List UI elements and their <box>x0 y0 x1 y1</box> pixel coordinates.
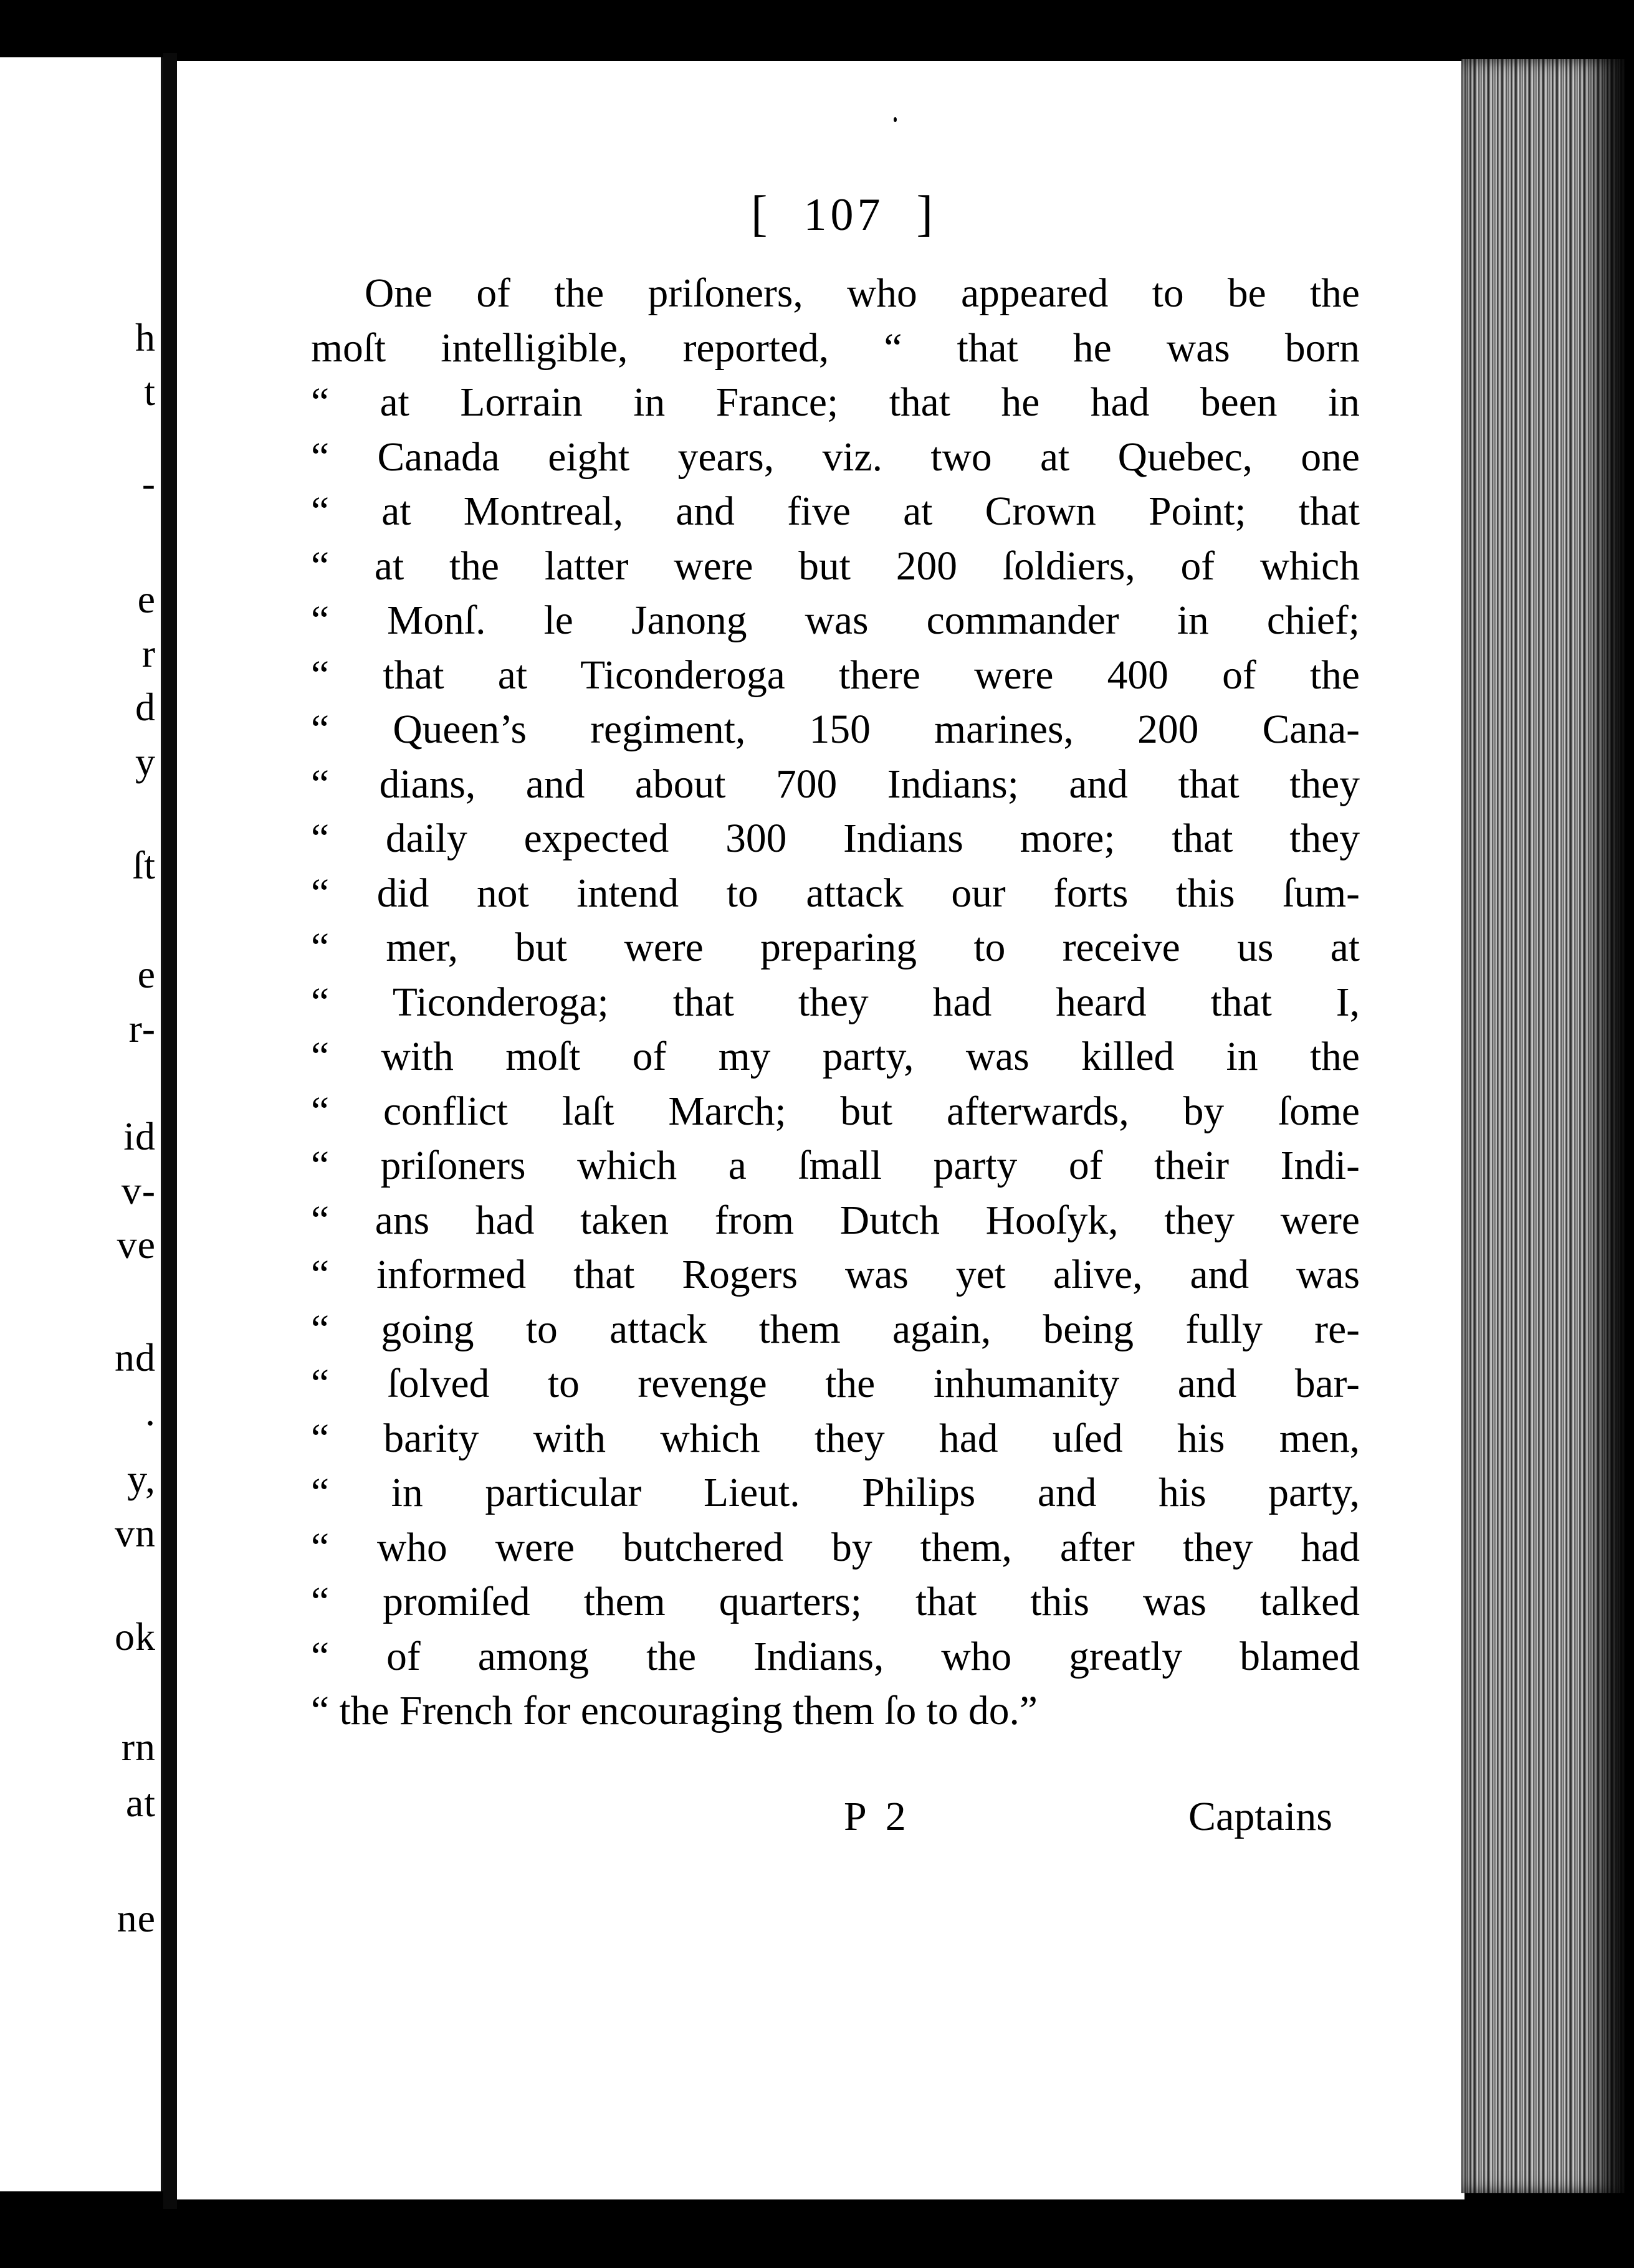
left-margin-text: d <box>135 685 156 729</box>
text-line: “ ans had taken from Dutch Hooſyk, they were <box>311 1198 1360 1243</box>
text-line: “ in particular Lieut. Philips and his party, <box>311 1470 1360 1515</box>
text-line: “ priſoners which a ſmall party of their Indi- <box>311 1143 1360 1188</box>
left-margin-text: vn <box>115 1511 156 1555</box>
text-line: “ daily expected 300 Indians more; that they <box>311 816 1360 861</box>
left-margin-text: ne <box>117 1896 156 1940</box>
page-number <box>644 186 1043 242</box>
folio-number: 107 <box>803 189 884 241</box>
left-margin-text: r- <box>128 1006 156 1051</box>
left-margin-text: ok <box>115 1614 156 1659</box>
text-line: “ Monſ. le Janong was commander in chief; <box>311 598 1360 643</box>
left-margin-text: v- <box>121 1168 156 1213</box>
left-margin-text: id <box>123 1114 156 1158</box>
left-margin-text: - <box>141 461 156 505</box>
left-margin-text: r <box>141 631 156 675</box>
text-line: “ conflict laſt March; but afterwards, by ſome <box>311 1089 1360 1134</box>
text-line: “ the French for encouraging them ſo to do.” <box>311 1689 1038 1733</box>
text-line: “ at the latter were but 200 ſoldiers, of which <box>311 543 1360 589</box>
text-line: “ at Montreal, and five at Crown Point; that <box>311 489 1360 534</box>
left-margin-text: nd <box>115 1335 156 1379</box>
left-margin-text: h <box>135 315 156 360</box>
text-line: moſt intelligible, reported, “ that he was born <box>311 325 1360 371</box>
text-line: “ Queen’s regiment, 150 marines, 200 Cana- <box>311 707 1360 752</box>
text-line: “ dians, and about 700 Indians; and that they <box>311 761 1360 807</box>
text-line: “ ſolved to revenge the inhumanity and bar- <box>311 1361 1360 1406</box>
left-margin-text: y <box>135 740 156 784</box>
text-line: “ with moſt of my party, was killed in the <box>311 1034 1360 1079</box>
text-line: “ mer, but were preparing to receive us at <box>311 925 1360 970</box>
catchword: Captains <box>1188 1794 1332 1839</box>
text-line: “ barity with which they had uſed his men, <box>311 1416 1360 1461</box>
folio-close-bracket: ] <box>916 186 937 241</box>
text-line: “ did not intend to attack our forts this ſum- <box>311 870 1360 916</box>
left-margin-text: . <box>145 1389 156 1434</box>
left-margin-text: y, <box>127 1457 156 1501</box>
folio-open-bracket: [ <box>750 186 772 241</box>
book-page <box>177 61 1464 2199</box>
text-line: “ at Lorrain in France; that he had been in <box>311 380 1360 425</box>
left-margin-text: e <box>137 952 156 996</box>
text-line: “ going to attack them again, being fully re- <box>311 1307 1360 1352</box>
text-line: “ Ticonderoga; that they had heard that I, <box>311 979 1360 1025</box>
left-margin-text: at <box>125 1781 156 1825</box>
left-margin-text: ſt <box>132 843 156 887</box>
text-line: “ that at Ticonderoga there were 400 of the <box>311 652 1360 698</box>
page-edges <box>1461 59 1625 2193</box>
left-margin-text: t <box>144 369 156 414</box>
left-margin-text: rn <box>121 1725 156 1769</box>
left-margin-text: e <box>137 577 156 621</box>
left-margin-text: ve <box>117 1222 156 1267</box>
text-line: “ Canada eight years, viz. two at Quebec, one <box>311 434 1360 480</box>
signature-mark: P 2 <box>844 1794 911 1839</box>
print-speck <box>894 117 897 122</box>
left-page-fragment <box>0 57 165 2191</box>
text-line: “ informed that Rogers was yet alive, and was <box>311 1252 1360 1297</box>
text-line: “ who were butchered by them, after they had <box>311 1525 1360 1570</box>
body-text <box>311 267 1360 1739</box>
book-gutter <box>163 53 177 2209</box>
text-line: “ of among the Indians, who greatly blamed <box>311 1634 1360 1679</box>
text-line: One of the priſoners, who appeared to be the <box>365 271 1360 316</box>
text-line: “ promiſed them quarters; that this was talked <box>311 1580 1360 1624</box>
